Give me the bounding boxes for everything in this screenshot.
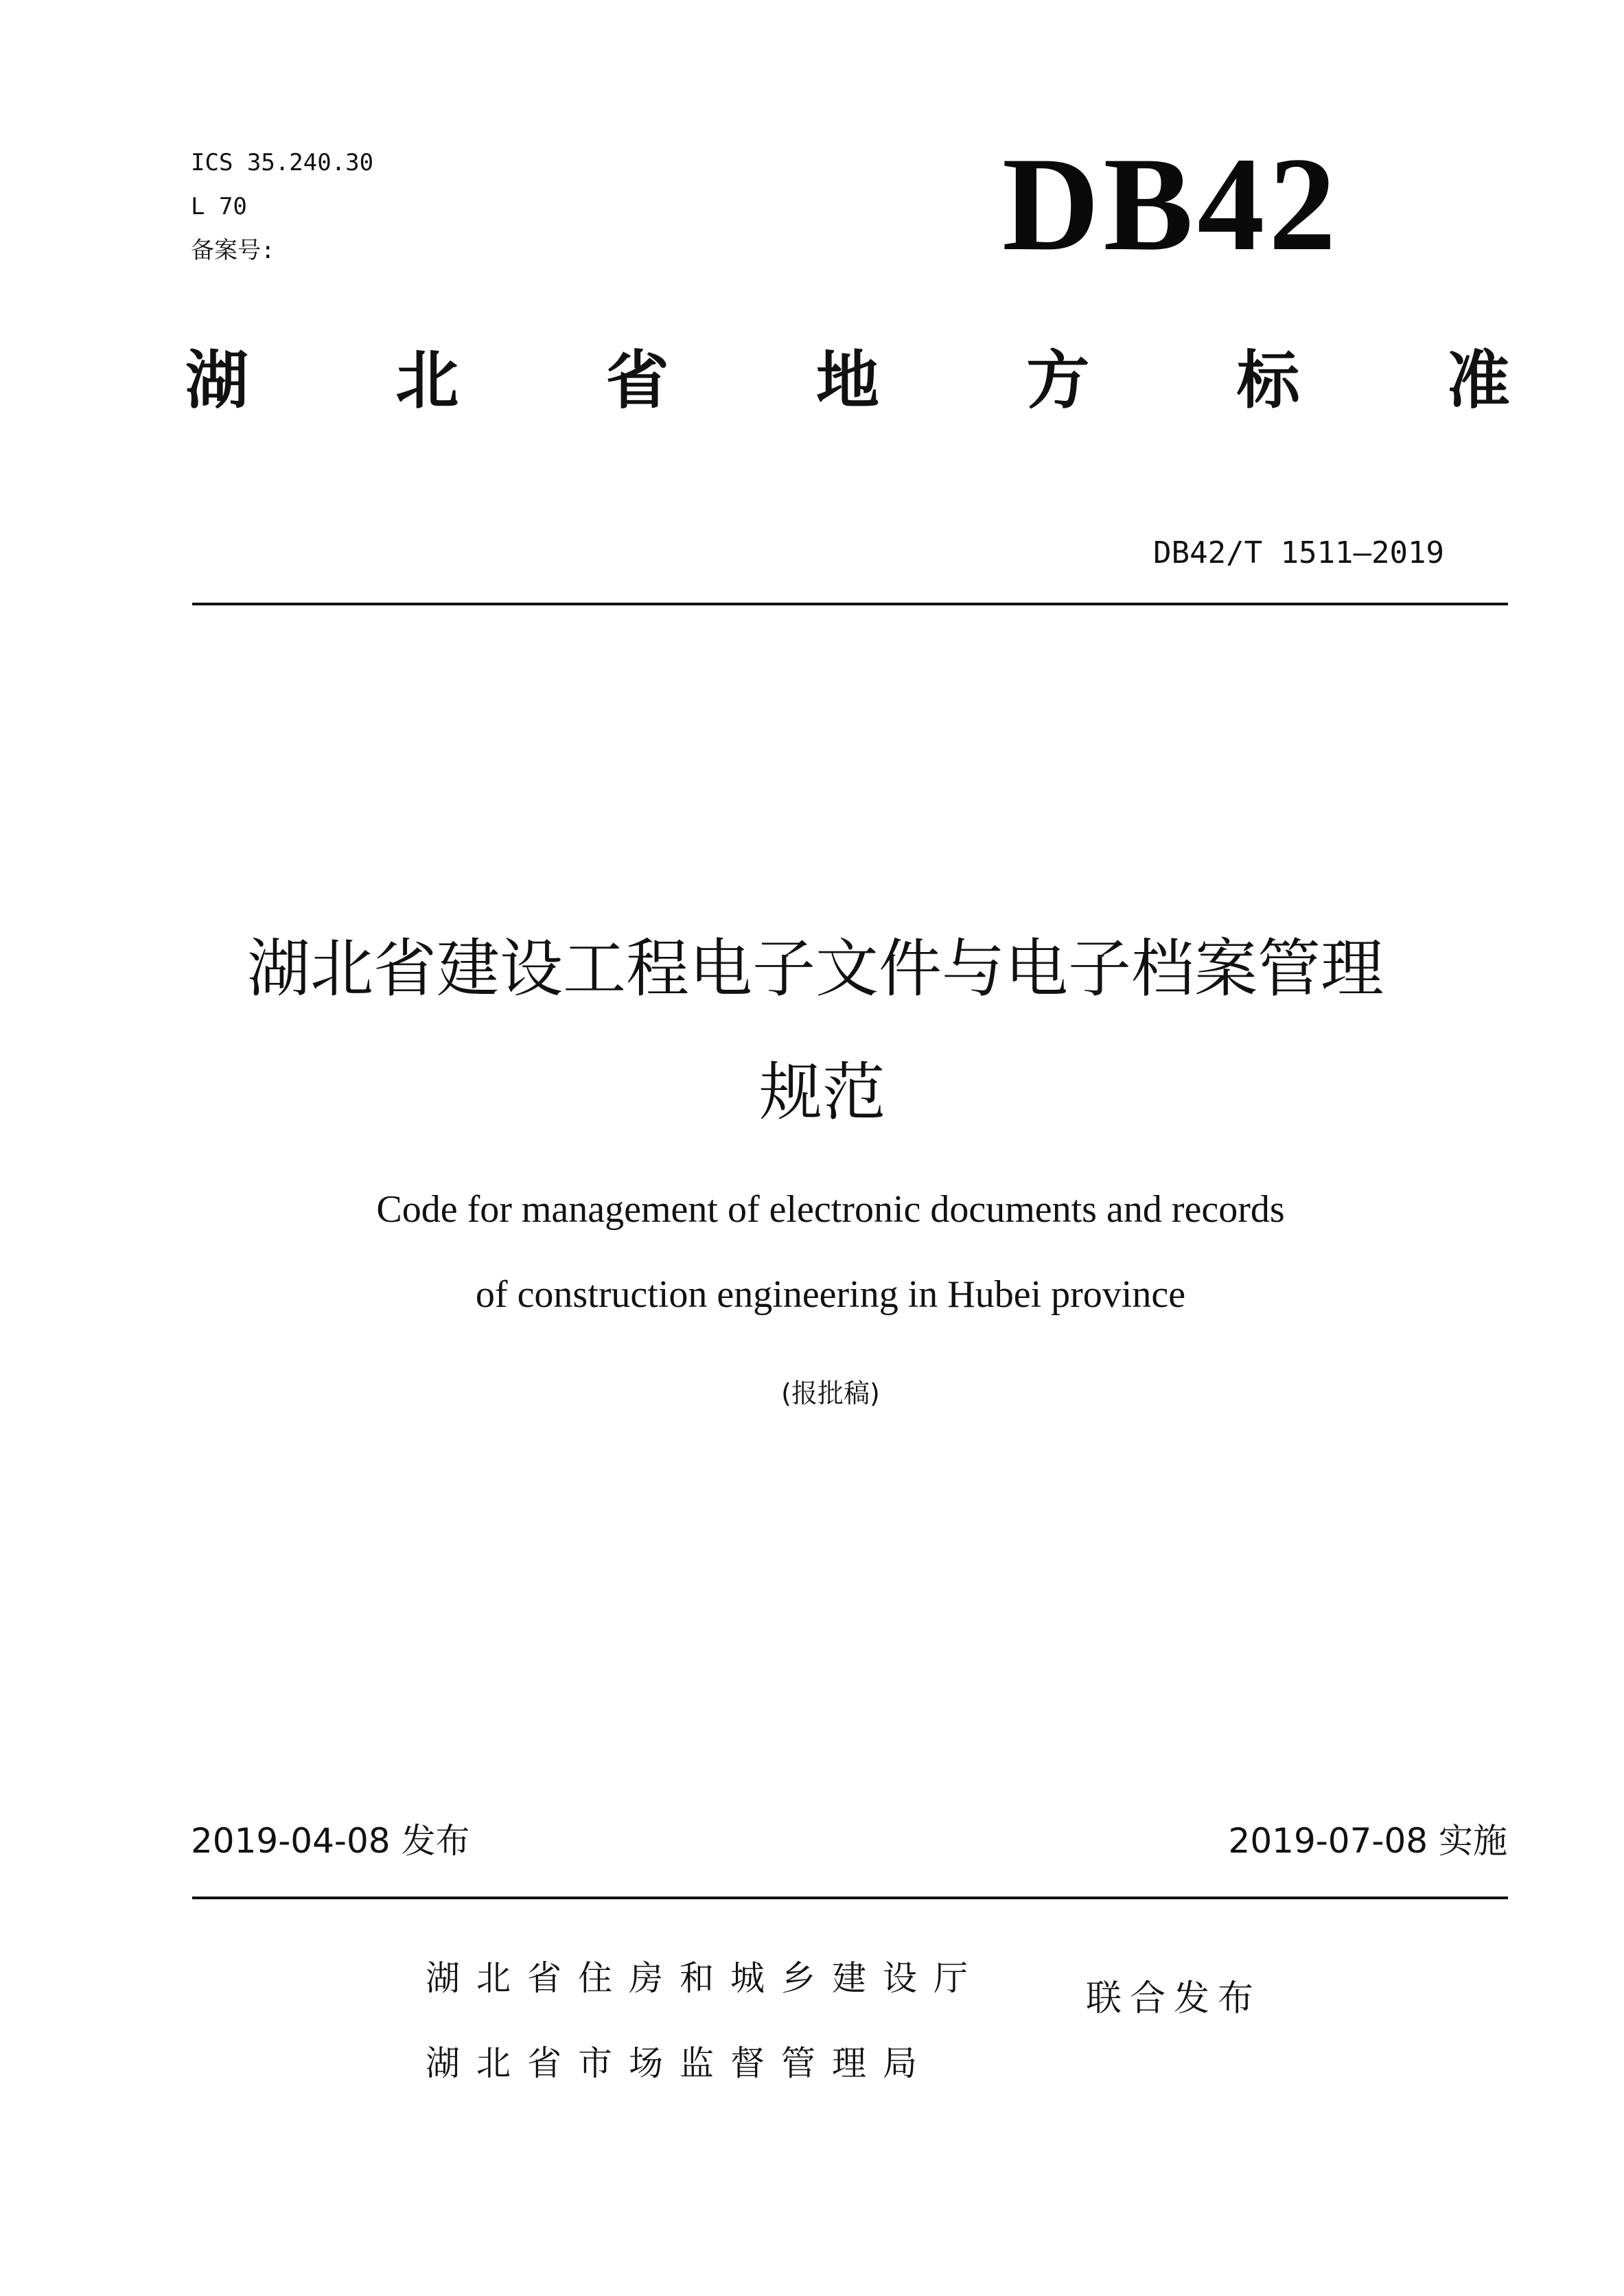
db42-mark: DB42	[1002, 130, 1341, 279]
standard-type-heading	[185, 343, 1510, 419]
issue-date: 2019-04-08 发布	[191, 1821, 470, 1861]
title-cn-line-2: 规范	[758, 1056, 885, 1129]
standard-type-char: 北	[395, 344, 459, 417]
standard-type-char: 准	[1446, 344, 1510, 417]
publisher-list	[426, 1936, 984, 2106]
document-title-english	[0, 1167, 1624, 1337]
standard-type-char: 方	[1026, 344, 1090, 417]
standard-type-char: 地	[815, 344, 879, 417]
ics-code: ICS 35.240.30	[191, 149, 374, 176]
classification-block	[191, 141, 373, 272]
title-en-line-2: of construction engineering in Hubei province	[475, 1273, 1186, 1316]
top-divider	[192, 603, 1508, 605]
implementation-date: 2019-07-08 实施	[1228, 1821, 1507, 1861]
joint-issue-label: 联合发布	[1086, 1978, 1262, 2019]
standard-type-char: 湖	[185, 344, 249, 417]
publisher-name: 湖北省住房和城乡建设厅	[426, 1958, 984, 1998]
filing-number-label: 备案号:	[191, 237, 275, 264]
standard-type-char: 省	[605, 344, 669, 417]
title-cn-line-1: 湖北省建设工程电子文件与电子档案管理	[246, 932, 1384, 1006]
draft-status: (报批稿)	[781, 1378, 880, 1408]
document-title-chinese	[0, 907, 1624, 1155]
publisher-name: 湖北省市场监督管理局	[426, 2043, 933, 2083]
title-en-line-1: Code for management of electronic documents and records	[376, 1188, 1285, 1231]
standard-number: DB42/T 1511—2019	[1153, 535, 1444, 570]
standard-type-char: 标	[1236, 344, 1300, 417]
ccs-code: L 70	[191, 193, 247, 220]
bottom-divider	[192, 1897, 1508, 1899]
